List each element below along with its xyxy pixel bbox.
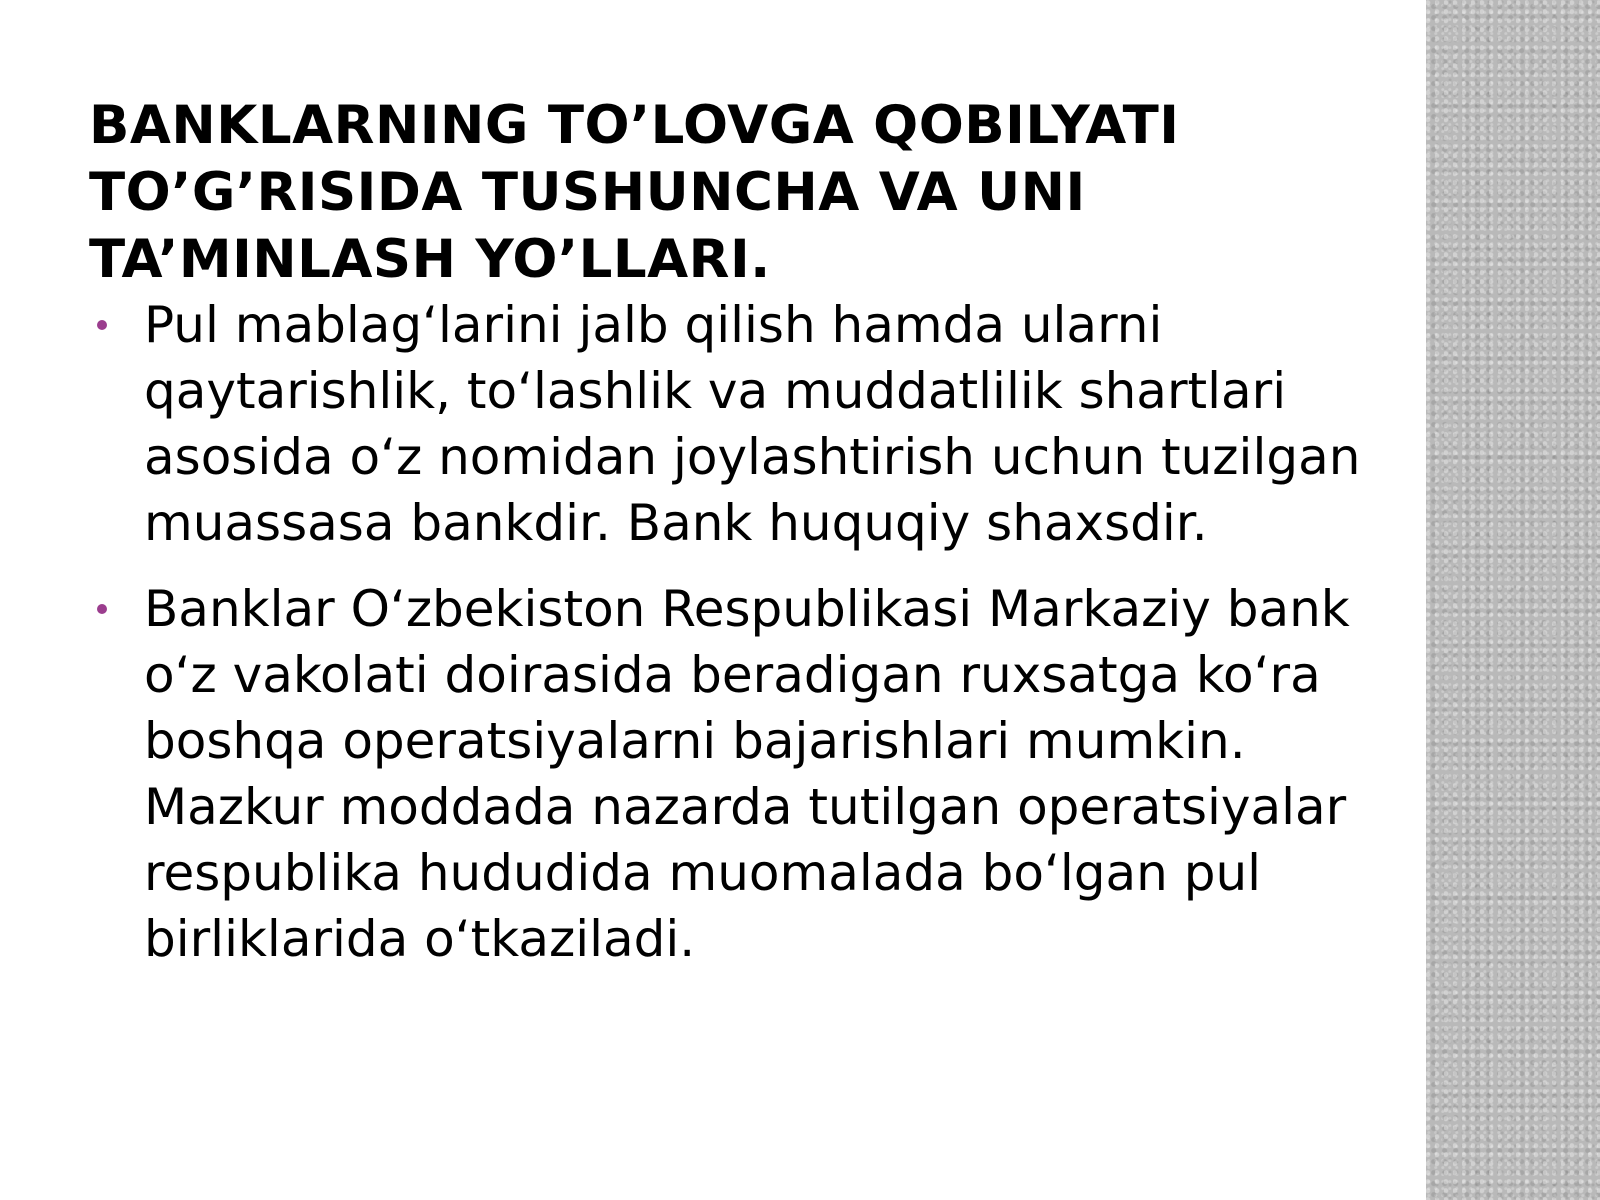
bullet-item <box>89 576 1389 972</box>
decorative-side-panel <box>1426 0 1600 1200</box>
slide-title: BANKLARNING TO’LOVGA QOBILYATI TO’G’RISIDA TUSHUNCHA VA UNI TA’MINLASH YO’LLARI. <box>89 95 1180 290</box>
bullet-text: Banklar O‘zbekiston Respublikasi Markaziy bank o‘z vakolati doirasida beradigan ruxsatga ko‘ra boshqa operatsiyalarni bajarishlari mumkin. Mazkur moddada nazarda tutilgan operatsiyalar respublika hududida muomalada bo‘lgan pul birliklarida o‘tkaziladi. <box>144 580 1350 968</box>
bullet-dot-icon <box>97 320 107 330</box>
bullet-list <box>89 292 1389 992</box>
bullet-item <box>89 292 1389 556</box>
bullet-dot-icon <box>97 604 107 614</box>
bullet-text: Pul mablag‘larini jalb qilish hamda ularni qaytarishlik, to‘lashlik va muddatlilik shartlari asosida o‘z nomidan joylashtirish uchun tuzilgan muassasa bankdir. Bank huquqiy shaxsdir. <box>144 296 1361 552</box>
